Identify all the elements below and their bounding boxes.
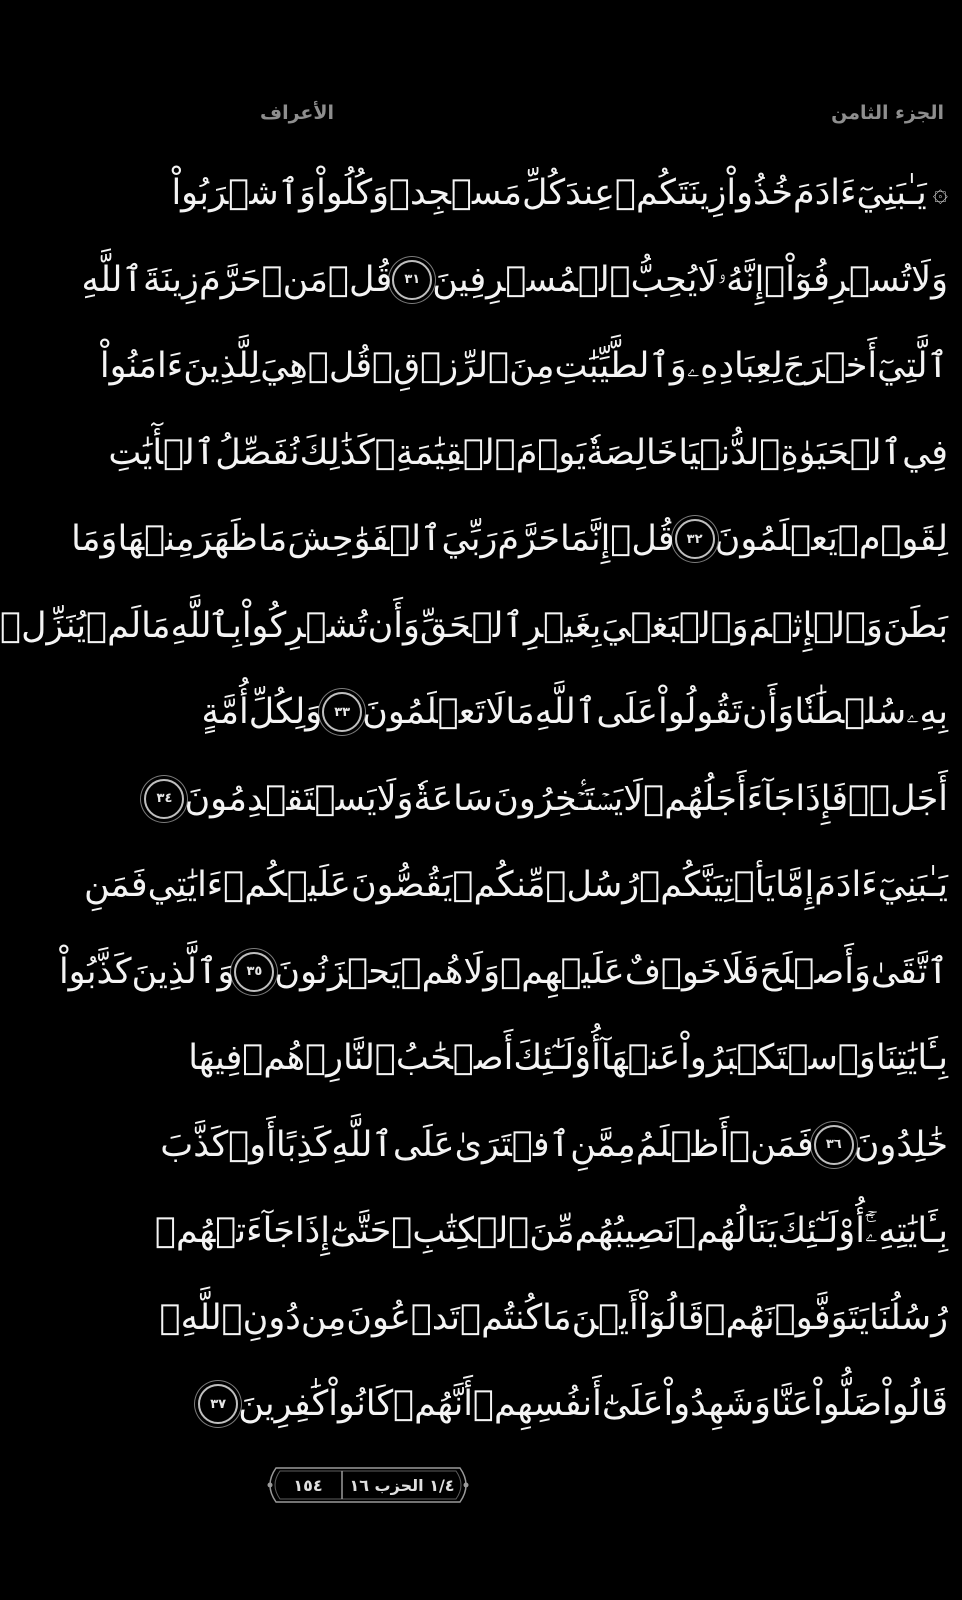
- quran-word[interactable]: نُفَصِّلُ: [215, 432, 300, 473]
- mushaf-line[interactable]: [159, 1273, 948, 1363]
- quran-word[interactable]: لَا: [485, 692, 506, 732]
- quran-word[interactable]: مِنۡهَا: [117, 519, 195, 559]
- quran-word[interactable]: أَصۡحَٰبُ: [395, 1038, 514, 1078]
- quran-word[interactable]: هُمۡ: [400, 951, 464, 992]
- quran-word[interactable]: مِمَّنِ: [570, 1124, 636, 1165]
- quran-word[interactable]: كَٰفِرِينَ: [238, 1384, 329, 1424]
- quran-word[interactable]: هِيَ: [260, 346, 308, 386]
- quran-word[interactable]: وَشَهِدُواْ: [663, 1384, 771, 1424]
- quran-word[interactable]: لَمۡ: [86, 605, 142, 646]
- quran-word[interactable]: وَٱلَّذِينَ: [131, 951, 235, 992]
- quran-word[interactable]: وَٱلطَّيِّبَٰتِ: [554, 346, 687, 386]
- quran-word[interactable]: وَٱلۡإِثۡمَ: [748, 605, 883, 646]
- quran-word[interactable]: يَوۡمَ: [515, 432, 587, 473]
- quran-word[interactable]: بِـَٔايَٰتِهِۦٓۚ: [864, 1211, 948, 1251]
- mushaf-line[interactable]: [210, 1359, 948, 1449]
- mushaf-line[interactable]: [171, 148, 948, 238]
- page-header: [260, 96, 944, 130]
- quran-word[interactable]: مَا: [505, 692, 535, 732]
- quran-word[interactable]: عَلَى: [596, 692, 658, 732]
- quran-word[interactable]: وَأَن: [741, 692, 795, 732]
- quran-word[interactable]: أَنَّهُمۡ: [393, 1384, 474, 1424]
- quran-word[interactable]: خُذُواْ: [726, 173, 794, 213]
- quran-word[interactable]: مَا: [257, 519, 288, 559]
- quran-word[interactable]: رُسُلٞ: [545, 865, 640, 905]
- quran-word[interactable]: وَكُلُواْ: [316, 173, 390, 213]
- quran-word[interactable]: فَمَنِ: [83, 865, 148, 905]
- quran-word[interactable]: يَأۡتِيَنَّكُمۡ: [639, 865, 776, 905]
- ayah-number-marker[interactable]: ٣٦: [814, 1125, 854, 1165]
- ayah-number-marker[interactable]: ٣٤: [144, 779, 184, 819]
- quran-word[interactable]: فَمَنۡ: [729, 1124, 814, 1165]
- quran-word[interactable]: أُمَّةٍ: [201, 692, 249, 732]
- mushaf-line[interactable]: [156, 754, 948, 844]
- quran-word[interactable]: قُلۡ: [307, 346, 373, 386]
- quran-word[interactable]: وَلَا: [911, 259, 948, 300]
- quran-word[interactable]: نَصِيبُهُم: [574, 1211, 676, 1251]
- mushaf-line[interactable]: [71, 494, 948, 584]
- juz-label: الجزء الثامن: [831, 102, 944, 124]
- quran-word[interactable]: أَخۡرَجَ: [782, 346, 878, 386]
- quran-word[interactable]: بِغَيۡرِ: [523, 605, 602, 646]
- quran-word[interactable]: يَسۡتَـٔۡخِرُونَ: [493, 778, 624, 819]
- quran-word[interactable]: رُسُلُنَا: [868, 1297, 948, 1338]
- quran-word[interactable]: خَوۡفٌ: [624, 951, 722, 992]
- quran-word[interactable]: وَأَصۡلَحَ: [759, 951, 871, 992]
- quran-word[interactable]: ٱللَّهِ: [534, 692, 597, 732]
- quran-word[interactable]: أَوۡ: [228, 1124, 276, 1165]
- quran-word[interactable]: ٱلۡحَيَوٰةِ: [780, 432, 903, 473]
- quran-word[interactable]: إِمَّا: [775, 865, 815, 905]
- quran-word[interactable]: لَا: [623, 778, 644, 819]
- quran-word[interactable]: بِٱللَّهِ: [170, 605, 242, 646]
- quran-word[interactable]: أَجَلُهُمۡ: [643, 778, 747, 819]
- quran-word[interactable]: ظَهَرَ: [194, 519, 258, 559]
- mushaf-line[interactable]: [154, 1186, 948, 1276]
- quran-word[interactable]: لِعِبَادِهِۦ: [686, 346, 783, 386]
- quran-word[interactable]: وَمَا: [71, 519, 118, 559]
- ayah-number-marker[interactable]: ٣٣: [322, 692, 362, 732]
- quran-word[interactable]: وَلَا: [463, 951, 501, 992]
- mushaf-line[interactable]: [108, 408, 948, 498]
- quran-word[interactable]: يَـٰبَنِيٓ: [877, 865, 948, 905]
- quran-word[interactable]: بَطَنَ: [882, 605, 948, 646]
- quran-word[interactable]: مِّنَ: [529, 1211, 575, 1251]
- mushaf-line[interactable]: [99, 321, 948, 411]
- mushaf-line[interactable]: [0, 581, 948, 671]
- quran-word[interactable]: وَلِكُلِّ: [248, 692, 323, 732]
- quran-word[interactable]: ضَلُّواْ: [813, 1384, 883, 1424]
- quran-word[interactable]: ٱلنَّارِۖ: [305, 1038, 396, 1078]
- quran-word[interactable]: عَنۡهَآ: [600, 1038, 681, 1078]
- quran-word[interactable]: ٱلرِّزۡقِۚ: [372, 346, 510, 386]
- mushaf-line[interactable]: [58, 927, 948, 1017]
- mushaf-line[interactable]: [81, 235, 948, 325]
- quran-word[interactable]: عَنَّا: [770, 1384, 813, 1424]
- quran-word[interactable]: وَٱلۡبَغۡيَ: [601, 605, 749, 646]
- quran-word[interactable]: يَعۡلَمُونَ: [714, 519, 838, 559]
- mushaf-line[interactable]: [201, 667, 948, 757]
- quran-word[interactable]: ٱللَّهِ: [81, 259, 143, 300]
- quran-word[interactable]: كَذَّبَ: [160, 1124, 229, 1165]
- quran-word[interactable]: هُمۡ: [242, 1038, 306, 1078]
- quran-word[interactable]: فَإِذَا: [795, 778, 849, 819]
- quran-word[interactable]: رَبِّيَ: [441, 519, 498, 559]
- ayah-number-marker[interactable]: ٣١: [392, 260, 432, 300]
- quran-word[interactable]: قَالُواْ: [882, 1384, 948, 1424]
- quran-word[interactable]: عَلَىٰٓ: [601, 1384, 664, 1424]
- hizb-indicator: ١/٤ الحزب ١٦: [349, 1475, 455, 1495]
- quran-word[interactable]: قَالُوٓاْ: [638, 1297, 705, 1338]
- quran-word[interactable]: كُنتُمۡ: [460, 1297, 543, 1338]
- quran-word[interactable]: تُشۡرِكُواْ: [241, 605, 368, 646]
- quran-word[interactable]: عَلَيۡكُمۡ: [223, 865, 351, 905]
- quran-word[interactable]: أَنفُسِهِمۡ: [473, 1384, 602, 1424]
- quran-word[interactable]: يَقُصُّونَ: [350, 865, 453, 905]
- quran-word[interactable]: يَتَوَفَّوۡنَهُمۡ: [704, 1297, 869, 1338]
- quran-word[interactable]: مَا: [141, 605, 171, 646]
- ayah-number-marker[interactable]: ٣٧: [198, 1384, 238, 1424]
- quran-word[interactable]: ٱلۡمُسۡرِفِينَ: [432, 259, 631, 300]
- quran-word[interactable]: قُلۡ: [328, 259, 393, 300]
- quran-word[interactable]: وَٱسۡتَكۡبَرُواْ: [680, 1038, 876, 1078]
- quran-word[interactable]: إِنَّمَا: [559, 519, 611, 559]
- quran-word[interactable]: ٱللَّهِ: [331, 1124, 393, 1165]
- quran-word[interactable]: كَذِبًا: [275, 1124, 332, 1165]
- quran-word[interactable]: كَذَٰلِكَ: [299, 432, 375, 473]
- mushaf-line[interactable]: [83, 840, 948, 930]
- quran-word[interactable]: ٱلۡأٓيَٰتِ: [108, 432, 216, 473]
- quran-word[interactable]: ءَادَمَ: [814, 865, 878, 905]
- quran-word[interactable]: أَيۡنَ: [571, 1297, 639, 1338]
- quran-word[interactable]: كَذَّبُواْ: [58, 951, 132, 992]
- quran-word[interactable]: حَرَّمَ: [198, 259, 262, 300]
- quran-word[interactable]: يُحِبُّ: [630, 259, 698, 300]
- quran-word[interactable]: تَقُولُواْ: [657, 692, 742, 732]
- quran-word[interactable]: خَٰلِدُونَ: [853, 1124, 948, 1165]
- quran-word[interactable]: أُوْلَـٰٓئِكَ: [513, 1038, 601, 1078]
- quran-word[interactable]: خَالِصَةٗ: [586, 432, 679, 473]
- quran-word[interactable]: قُلۡ: [610, 519, 675, 559]
- quran-word[interactable]: زِينَتَكُمۡ: [614, 173, 727, 213]
- quran-word[interactable]: فِيهَا: [188, 1038, 243, 1078]
- page-number: ١٥٤: [293, 1475, 323, 1495]
- quran-word[interactable]: لِقَوۡمٖ: [837, 519, 948, 559]
- quran-word[interactable]: مِن: [300, 1297, 347, 1338]
- quran-word[interactable]: ٱلَّتِيٓ: [877, 346, 948, 386]
- quran-word[interactable]: يَسۡتَقۡدِمُونَ: [184, 778, 377, 819]
- quran-word[interactable]: إِنَّهُۥ: [717, 259, 765, 300]
- ayah-number-marker[interactable]: ٣٥: [234, 952, 274, 992]
- quran-word[interactable]: حَرَّمَ: [497, 519, 560, 559]
- quran-word[interactable]: يَنَالُهُمۡ: [675, 1211, 778, 1251]
- quran-word[interactable]: وَٱشۡرَبُواْ: [171, 173, 317, 213]
- quran-word[interactable]: مَا: [542, 1297, 572, 1338]
- quran-word[interactable]: ٱلدُّنۡيَا: [678, 432, 781, 473]
- quran-word[interactable]: ءَايَٰتِي: [147, 865, 224, 905]
- quran-word[interactable]: حَتَّىٰٓ: [329, 1211, 392, 1251]
- surah-name: الأعراف: [260, 102, 335, 124]
- page-footer: [262, 1466, 474, 1504]
- quran-word[interactable]: سُلۡطَٰنٗا: [794, 692, 907, 732]
- quran-word[interactable]: تُسۡرِفُوٓاْۚ: [764, 259, 912, 300]
- quran-word[interactable]: وَلَا: [376, 778, 414, 819]
- quran-word[interactable]: مِنَ: [509, 346, 555, 386]
- quran-word[interactable]: لِلَّذِينَ: [183, 346, 261, 386]
- quran-word[interactable]: ٱلۡقِيَٰمَةِۗ: [374, 432, 516, 473]
- quran-word[interactable]: عَلَى: [392, 1124, 455, 1165]
- quran-word[interactable]: يَـٰبَنِيٓ: [856, 173, 927, 213]
- quran-word[interactable]: دُونِ: [242, 1297, 301, 1338]
- quran-word[interactable]: ءَامَنُواْ: [99, 346, 184, 386]
- quran-word[interactable]: جَآءَ: [746, 778, 796, 819]
- quran-word[interactable]: يَحۡزَنُونَ: [274, 951, 401, 992]
- quran-word[interactable]: ٱفۡتَرَىٰ: [454, 1124, 571, 1165]
- quran-word[interactable]: ٱتَّقَىٰ: [870, 951, 948, 992]
- quran-word[interactable]: مَسۡجِدٖ: [389, 173, 522, 213]
- quran-word[interactable]: تَعۡلَمُونَ: [362, 692, 486, 732]
- quran-word[interactable]: جَآءَتۡهُمۡ: [154, 1211, 295, 1251]
- quran-word[interactable]: فَلَا: [721, 951, 760, 992]
- quran-word[interactable]: سَاعَةٗ: [413, 778, 494, 819]
- quran-word[interactable]: زِينَةَ: [142, 259, 199, 300]
- quran-word[interactable]: كَانُواْ: [328, 1384, 394, 1424]
- quran-word[interactable]: مَنۡ: [261, 259, 328, 300]
- ayah-number-marker[interactable]: ٣٢: [675, 519, 715, 559]
- quran-word[interactable]: ٱللَّهِۖ: [159, 1297, 243, 1338]
- quran-word[interactable]: إِذَا: [294, 1211, 330, 1251]
- quran-word[interactable]: عَلَيۡهِمۡ: [500, 951, 625, 992]
- quran-word[interactable]: ٱلۡحَقِّ: [419, 605, 524, 646]
- quran-word[interactable]: تَدۡعُونَ: [346, 1297, 461, 1338]
- quran-word[interactable]: ءَادَمَ: [793, 173, 857, 213]
- quran-word[interactable]: أَجَلٞۖ: [848, 778, 948, 819]
- quran-word[interactable]: وَأَن: [367, 605, 420, 646]
- quran-word[interactable]: كُلِّ: [521, 173, 566, 213]
- quran-word[interactable]: ٱلۡفَوَٰحِشَ: [287, 519, 442, 559]
- quran-word[interactable]: فِي: [902, 432, 948, 473]
- mushaf-line[interactable]: [188, 1013, 948, 1103]
- mushaf-line[interactable]: [160, 1100, 948, 1190]
- quran-word[interactable]: بِهِۦ: [906, 692, 948, 732]
- quran-word[interactable]: مِّنكُمۡ: [452, 865, 546, 905]
- quran-word[interactable]: لَا: [697, 259, 718, 300]
- quran-word[interactable]: أُوْلَـٰٓئِكَ: [777, 1211, 865, 1251]
- quran-word[interactable]: يُنَزِّلۡ: [0, 605, 87, 646]
- hizb-star-icon: ۞: [932, 178, 948, 208]
- quran-word[interactable]: ٱلۡكِتَٰبِۖ: [391, 1211, 530, 1251]
- quran-word[interactable]: أَظۡلَمُ: [635, 1124, 730, 1165]
- quran-word[interactable]: عِندَ: [565, 173, 615, 213]
- quran-word[interactable]: بِـَٔايَٰتِنَا: [875, 1038, 948, 1078]
